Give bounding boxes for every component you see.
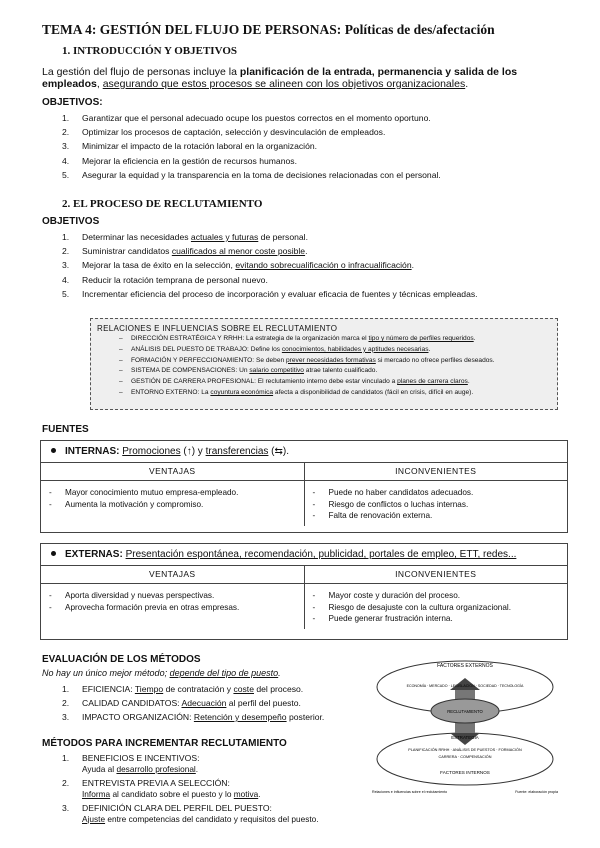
relations-box [90, 318, 558, 410]
list-item: 2. CALIDAD CANDIDATOS: Adecuación al perfil del puesto. [62, 698, 301, 708]
list-item: - Mayor coste y duración del proceso. [311, 590, 562, 602]
list-item: – ENTORNO EXTERNO: La coyuntura económica afecta a disponibilidad de candidatos (fácil en crisis, difícil en auge). [97, 388, 551, 399]
list-item: – DIRECCIÓN ESTRATÉGICA Y RRHH: La estrategia de la organización marca el tipo y número de perfiles requeridos. [97, 334, 551, 345]
list-item: – FORMACIÓN Y PERFECCIONAMIENTO: Se deben prever necesidades formativas si mercado no ofrece perfiles deseados. [97, 356, 551, 367]
list-item: - Falta de renovación externa. [311, 510, 562, 522]
increase-methods-heading: MÉTODOS PARA INCREMENTAR RECLUTAMIENTO [42, 738, 287, 749]
diagram-caption-right: Fuente: elaboración propia [515, 790, 558, 794]
fuentes-heading: FUENTES [42, 424, 89, 435]
diagram-center-label: RECLUTAMIENTO [447, 709, 483, 714]
section-heading-introduccion: 1. INTRODUCCIÓN Y OBJETIVOS [62, 45, 237, 57]
recruitment-influences-diagram [370, 655, 560, 795]
section-heading-reclutamiento: 2. EL PROCESO DE RECLUTAMIENTO [62, 198, 263, 210]
diagram-bottom-label: FACTORES INTERNOS [440, 770, 490, 775]
list-item: 3. DEFINICIÓN CLARA DEL PERFIL DEL PUESTO: Ajuste entre competencias del candidato y requisitos del puesto. [62, 803, 319, 824]
objectives-heading: OBJETIVOS: [42, 97, 103, 108]
diagram-top-sub: ECONOMÍA · MERCADO · LEGISLACIÓN · SOCIEDAD · TECNOLOGÍA [406, 684, 524, 688]
list-item: - Aporta diversidad y nuevas perspectivas. [47, 590, 298, 602]
list-item: 5. Asegurar la equidad y la transparencia en la toma de decisiones relacionadas con el personal. [62, 169, 441, 180]
column-header-inconvenientes: INCONVENIENTES [395, 466, 477, 476]
diagram-caption-left: Relaciones e influencias sobre el reclutamiento [372, 790, 448, 794]
list-item: 2. Optimizar los procesos de captación, selección y desvinculación de empleados. [62, 127, 386, 138]
bullet-icon [51, 551, 56, 556]
list-item: 4. Reducir la rotación temprana de personal nuevo. [62, 274, 268, 285]
diagram-top-label: FACTORES EXTERNOS [437, 663, 493, 669]
list-item: 3. IMPACTO ORGANIZACIÓN: Retención y desempeño posterior. [62, 712, 325, 722]
relations-title: RELACIONES E INFLUENCIAS SOBRE EL RECLUTAMIENTO [97, 324, 338, 333]
internal-sources-table [40, 440, 568, 533]
evaluation-note: No hay un único mejor método; depende del tipo de puesto. [42, 668, 281, 678]
list-item: 1. Determinar las necesidades actuales y futuras de personal. [62, 232, 308, 242]
bullet-icon [51, 448, 56, 453]
objectives-list [62, 111, 441, 182]
internal-sources-header: INTERNAS: Promociones (↑) y transferencias (⇆). [41, 441, 567, 463]
list-item: 4. Mejorar la eficiencia en la gestión de recursos humanos. [62, 155, 297, 166]
evaluation-list [62, 682, 324, 724]
list-item: - Puede generar frustración interna. [311, 613, 562, 625]
list-item: 2. Suministrar candidatos cualificados al menor coste posible. [62, 246, 308, 257]
external-sources-table [40, 543, 568, 640]
recruitment-objectives-list [62, 230, 478, 301]
list-item: 1. EFICIENCIA: Tiempo de contratación y coste del proceso. [62, 684, 304, 694]
column-header-inconvenientes: INCONVENIENTES [395, 569, 477, 579]
external-sources-header: EXTERNAS: Presentación espontánea, recomendación, publicidad, portales de empleo, ETT, redes... [41, 544, 567, 566]
list-item: 3. Minimizar el impacto de la rotación laboral en la organización. [62, 141, 318, 152]
list-item: – ANÁLISIS DEL PUESTO DE TRABAJO: Define los conocimientos, habilidades y aptitudes necesarias. [97, 345, 551, 356]
list-item: - Mayor conocimiento mutuo empresa-empleado. [47, 487, 298, 499]
list-item: – GESTIÓN DE CARRERA PROFESIONAL: El reclutamiento interno debe estar vinculado a planes de carrera claros. [97, 377, 551, 388]
list-item: - Aumenta la motivación y compromiso. [47, 499, 298, 511]
list-item: 5. Incrementar eficiencia del proceso de incorporación y evaluar eficacia de fuentes y técnicas empleadas. [62, 288, 478, 299]
list-item: - Riesgo de conflictos o luchas internas. [311, 499, 562, 511]
column-header-ventajas: VENTAJAS [41, 566, 305, 583]
list-item: - Aprovecha formación previa en otras empresas. [47, 602, 298, 614]
list-item: 2. ENTREVISTA PREVIA A SELECCIÓN: Informa al candidato sobre el puesto y lo motiva. [62, 778, 261, 799]
objectives-heading: OBJETIVOS [42, 216, 100, 227]
diagram-mid-sub2: CARRERA · COMPENSACIÓN [438, 755, 492, 759]
diagram-mid-sub: PLANIFICACIÓN RRHH · ANÁLISIS DE PUESTOS · FORMACIÓN [408, 748, 522, 752]
list-item: 1. Garantizar que el personal adecuado ocupe los puestos correctos en el momento oportuno. [62, 113, 431, 123]
column-header-ventajas: VENTAJAS [41, 463, 305, 480]
increase-methods-list [62, 753, 319, 828]
intro-paragraph: La gestión del flujo de personas incluye la planificación de la entrada, permanencia y salida de los empleados, asegurando que estos procesos se alineen con los objetivos organizacionales. [42, 66, 518, 90]
list-item: - Puede no haber candidatos adecuados. [311, 487, 562, 499]
list-item: 3. Mejorar la tasa de éxito en la selección, evitando sobrecualificación o infracualificación. [62, 260, 415, 271]
page-title: TEMA 4: GESTIÓN DEL FLUJO DE PERSONAS: Políticas de des/afectación [42, 22, 495, 37]
list-item: - Riesgo de desajuste con la cultura organizacional. [311, 602, 562, 614]
diagram-strategy-label: ESTRATEGIA [451, 735, 479, 740]
list-item: 1. BENEFICIOS E INCENTIVOS: Ayuda al desarrollo profesional. [62, 753, 200, 774]
list-item: – SISTEMA DE COMPENSACIONES: Un salario competitivo atrae talento cualificado. [97, 366, 551, 377]
evaluation-heading: EVALUACIÓN DE LOS MÉTODOS [42, 654, 201, 665]
